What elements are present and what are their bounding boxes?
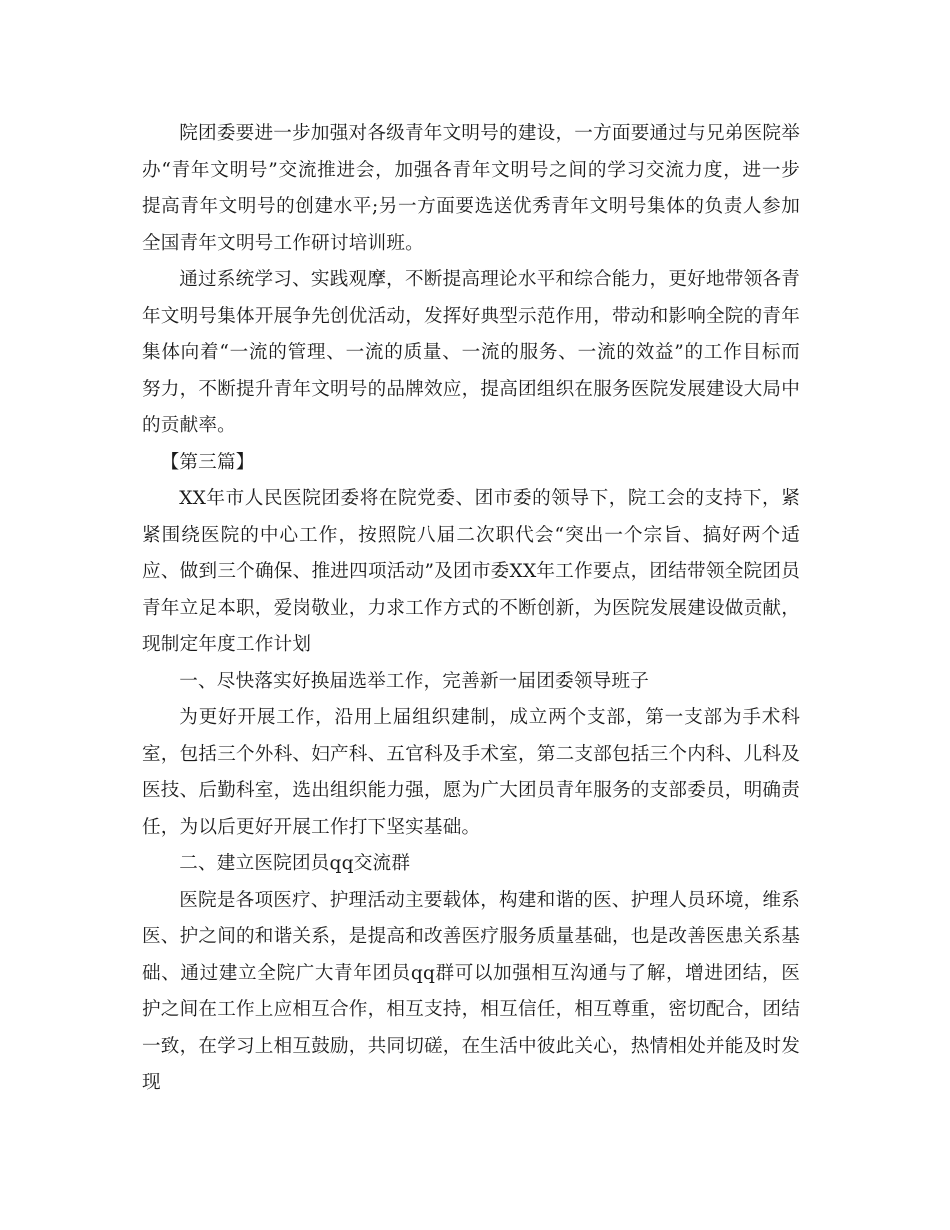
paragraph-branch-organization: 为更好开展工作，沿用上届组织建制，成立两个支部，第一支部为手术科室，包括三个外科、妇产科、五官科及手术室，第二支部包括三个内科、儿科及医技、后勤科室，选出组织能力强，愿为广大团员青年服务的支部委员，明确责任，为以后更好开展工作打下坚实基础。: [142, 707, 800, 838]
heading-item-one-election: 一、尽快落实好换届选举工作，完善新一届团委领导班子: [179, 670, 650, 692]
paragraph-annual-plan-intro: XX年市人民医院团委将在院党委、团市委的领导下，院工会的支持下，紧紧围绕医院的中心工作，按照院八届二次职代会“突出一个宗旨、搞好两个适应、做到三个确保、推进四项活动”及团市委XX年工作要点，团结带领全院团员青年立足本职，爱岗敬业，力求工作方式的不断创新，为医院发展建设做贡献，现制定年度工作计划: [142, 488, 800, 655]
section-heading-part-three: 【第三篇】: [160, 451, 255, 473]
heading-item-two-qq-group: 二、建立医院团员qq交流群: [179, 853, 411, 874]
document-page: [142, 116, 800, 1102]
paragraph-hospital-harmony: 医院是各项医疗、护理活动主要载体，构建和谐的医、护理人员环境，维系医、护之间的和谐关系，是提高和改善医疗服务质量基础，也是改善医患关系基础、通过建立全院广大青年团员qq群可以加强相互沟通与了解，增进团结，医护之间在工作上应相互合作，相互支持，相互信任，相互尊重，密切配合，团结一致，在学习上相互鼓励，共同切磋，在生活中彼此关心，热情相处并能及时发现: [142, 889, 800, 1093]
paragraph-youth-civilization-building: 院团委要进一步加强对各级青年文明号的建设，一方面要通过与兄弟医院举办“青年文明号”交流推进会，加强各青年文明号之间的学习交流力度，进一步提高青年文明号的创建水平;另一方面要选送优秀青年文明号集体的负责人参加全国青年文明号工作研讨培训班。: [142, 123, 800, 254]
paragraph-study-and-practice: 通过系统学习、实践观摩，不断提高理论水平和综合能力，更好地带领各青年文明号集体开展争先创优活动，发挥好典型示范作用，带动和影响全院的青年集体向着“一流的管理、一流的质量、一流的服务、一流的效益”的工作目标而努力，不断提升青年文明号的品牌效应，提高团组织在服务医院发展建设大局中的贡献率。: [142, 269, 800, 436]
